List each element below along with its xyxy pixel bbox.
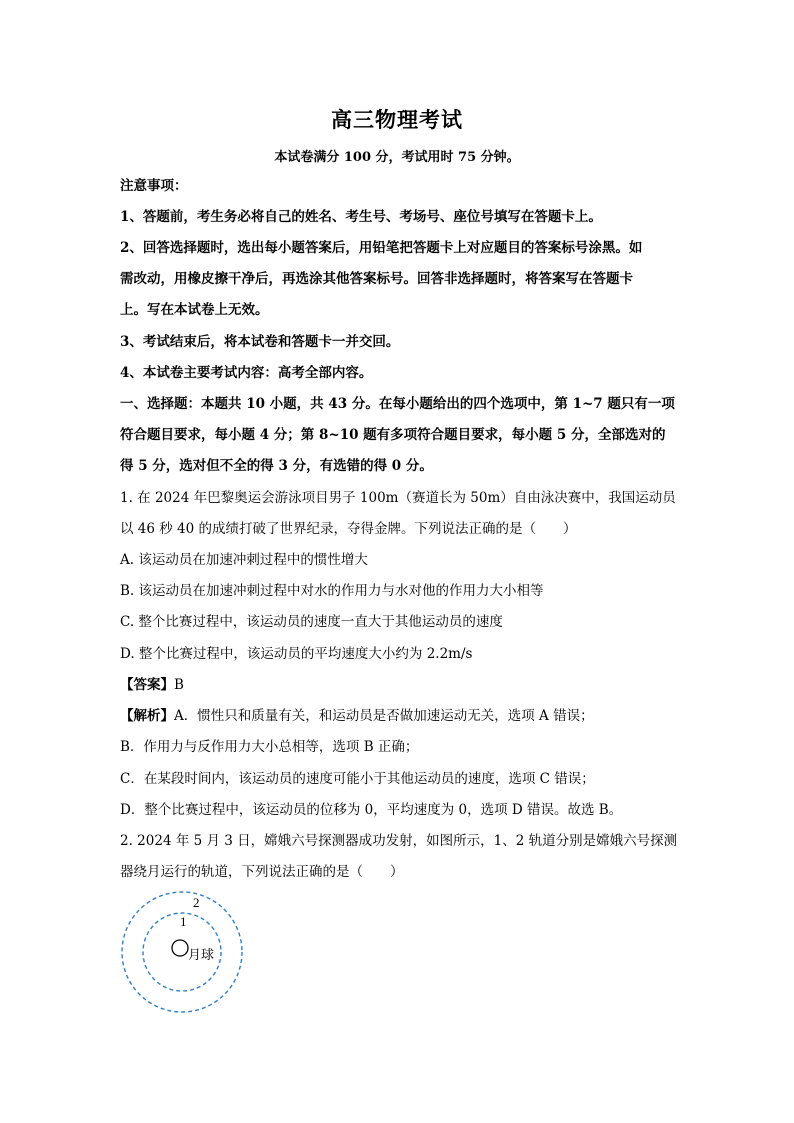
orbit-2-label: 2 (193, 895, 200, 910)
question-2-stem-line-2: 器绕月运行的轨道，下列说法正确的是（ ） (120, 864, 404, 880)
orbit-1-label: 1 (180, 914, 187, 929)
answer-tag: 【答案】 (120, 677, 174, 693)
notes-item-2-line-1: 2、回答选择题时，选出每小题答案后，用铅笔把答题卡上对应题目的答案标号涂黑。如 (120, 240, 643, 256)
question-1-stem-line-1: 1. 在 2024 年巴黎奥运会游泳项目男子 100m（赛道长为 50m）自由泳决赛中，我国运动员 (120, 490, 676, 506)
notes-item-1: 1、答题前，考生务必将自己的姓名、考生号、考场号、座位号填写在答题卡上。 (120, 209, 602, 225)
question-1-analysis-line-3: C．在某段时间内，该运动员的速度可能小于其他运动员的速度，选项 C 错误； (120, 771, 595, 787)
question-1-option-b: B. 该运动员在加速冲刺过程中对水的作用力与水对他的作用力大小相等 (120, 583, 544, 599)
page-title: 高三物理考试 (331, 107, 463, 132)
notes-item-2-line-2: 需改动，用橡皮擦干净后，再选涂其他答案标号。回答非选择题时，将答案写在答题卡 (120, 271, 633, 287)
notes-item-3: 3、考试结束后，将本试卷和答题卡一并交回。 (120, 334, 400, 350)
question-1-option-d: D. 整个比赛过程中，该运动员的平均速度大小约为 2.2m/s (120, 646, 473, 662)
notes-heading: 注意事项： (120, 178, 188, 194)
analysis-tag: 【解析】 (120, 708, 174, 724)
notes-item-4: 4、本试卷主要考试内容：高考全部内容。 (120, 365, 373, 381)
page-subtitle: 本试卷满分 100 分，考试用时 75 分钟。 (274, 150, 520, 165)
question-1-analysis-line-1 (120, 706, 680, 726)
answer-value: B (174, 677, 184, 693)
question-2-stem-line-1: 2. 2024 年 5 月 3 日，嫦娥六号探测器成功发射，如图所示，1、2 轨道分别是嫦娥六号探测 (120, 833, 678, 849)
moon-label: 月球 (188, 948, 215, 963)
analysis-text-1: A．惯性只和质量有关，和运动员是否做加速运动无关，选项 A 错误； (174, 708, 594, 724)
question-1-analysis-line-4: D．整个比赛过程中，该运动员的位移为 0，平均速度为 0，选项 D 错误。故选 B。 (120, 802, 623, 818)
question-1-stem-line-2: 以 46 秒 40 的成绩打破了世界纪录，夺得金牌。下列说法正确的是（ ） (120, 521, 577, 537)
moon-circle (172, 940, 188, 956)
section-1-line-1: 一、选择题：本题共 10 小题，共 43 分。在每小题给出的四个选项中，第 1~7 题只有一项 (120, 396, 675, 412)
section-1-line-2: 符合题目要求，每小题 4 分；第 8~10 题有多项符合题目要求，每小题 5 分，全部选对的 (120, 427, 666, 443)
question-1-option-c: C. 整个比赛过程中，该运动员的速度一直大于其他运动员的速度 (120, 614, 503, 630)
notes-item-2-line-3: 上。写在本试卷上无效。 (120, 302, 269, 318)
question-1-option-a: A. 该运动员在加速冲刺过程中的惯性增大 (120, 552, 368, 568)
orbit-diagram (118, 888, 248, 1016)
question-1-analysis-line-2: B．作用力与反作用力大小总相等，选项 B 正确； (120, 739, 419, 755)
section-1-line-3: 得 5 分，选对但不全的得 3 分，有选错的得 0 分。 (120, 458, 433, 474)
question-1-answer (120, 675, 680, 695)
